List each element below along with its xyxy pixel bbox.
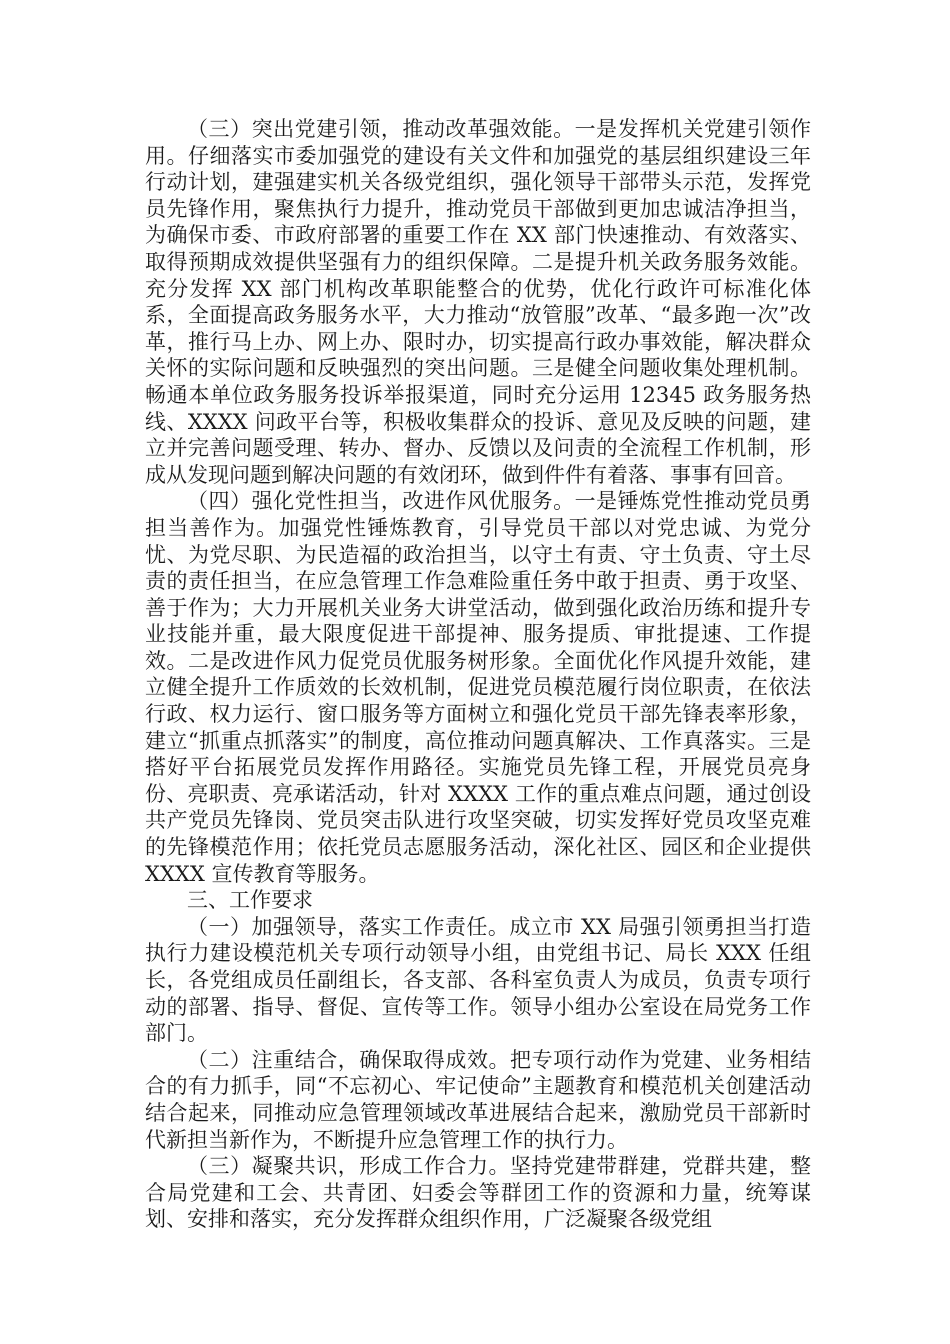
paragraph-requirement-consensus: （三）凝聚共识，形成工作合力。坚持党建带群建，党群共建，整合局党建和工会、共青团、妇委会等群团工作的资源和力量，统筹谋划、安排和落实，充分发挥群众组织作用，广泛凝聚各级党组	[145, 1154, 811, 1232]
paragraph-party-spirit: （四）强化党性担当，改进作风优服务。一是锤炼党性推动党员勇担当善作为。加强党性锤炼教育，引导党员干部以对党忠诚、为党分忧、为党尽职、为民造福的政治担当，以守土有责、守土负责、守土尽责的责任担当，在应急管理工作急难险重任务中敢于担责、勇于攻坚、善于作为；大力开展机关业务大讲堂活动，做到强化政治历练和提升专业技能并重，最大限度促进干部提神、服务提质、审批提速、工作提效。二是改进作风力促党员优服务树形象。全面优化作风提升效能，建立健全提升工作质效的长效机制，促进党员模范履行岗位职责，在依法行政、权力运行、窗口服务等方面树立和强化党员干部先锋表率形象，建立“抓重点抓落实”的制度，高位推动问题真解决、工作真落实。三是搭好平台拓展党员发挥作用路径。实施党员先锋工程，开展党员亮身份、亮职责、亮承诺活动，针对 XXXX 工作的重点难点问题，通过创设共产党员先锋岗、党员突击队进行攻坚突破，切实发挥好党员攻坚克难的先锋模范作用；依托党员志愿服务活动，深化社区、园区和企业提供 XXXX 宣传教育等服务。	[145, 489, 818, 886]
paragraph-requirement-leadership: （一）加强领导，落实工作责任。成立市 XX 局强引领勇担当打造执行力建设模范机关专项行动领导小组，由党组书记、局长 XXX 任组长，各党组成员任副组长，各支部、各科室负责人为成员，负责专项行动的部署、指导、督促、宣传等工作。领导小组办公室设在局党务工作部门。	[145, 914, 811, 1046]
document-body	[145, 116, 818, 1233]
section-heading-work-requirements: 三、工作要求	[187, 888, 313, 913]
paragraph-requirement-integration: （二）注重结合，确保取得成效。把专项行动作为党建、业务相结合的有力抓手，同“不忘初心、牢记使命”主题教育和模范机关创建活动结合起来，同推动应急管理领域改革进展结合起来，激励党员干部新时代新担当新作为，不断提升应急管理工作的执行力。	[145, 1047, 811, 1152]
paragraph-party-building: （三）突出党建引领，推动改革强效能。一是发挥机关党建引领作用。仔细落实市委加强党的建设有关文件和加强党的基层组织建设三年行动计划，建强建实机关各级党组织，强化领导干部带头示范，发挥党员先锋作用，聚焦执行力提升，推动党员干部做到更加忠诚洁净担当，为确保市委、市政府部署的重要工作在 XX 部门快速推动、有效落实、取得预期成效提供坚强有力的组织保障。二是提升机关政务服务效能。充分发挥 XX 部门机构改革职能整合的优势，优化行政许可标准化体系，全面提高政务服务水平，大力推动“放管服”改革、“最多跑一次”改革，推行马上办、网上办、限时办，切实提高行政办事效能，解决群众关怀的实际问题和反映强烈的突出问题。三是健全问题收集处理机制。畅通本单位政务服务投诉举报渠道，同时充分运用 12345 政务服务热线、XXXX 问政平台等，积极收集群众的投诉、意见及反映的问题，建立并完善问题受理、转办、督办、反馈以及问责的全流程工作机制，形成从发现问题到解决问题的有效闭环，做到件件有着落、事事有回音。	[145, 117, 811, 487]
